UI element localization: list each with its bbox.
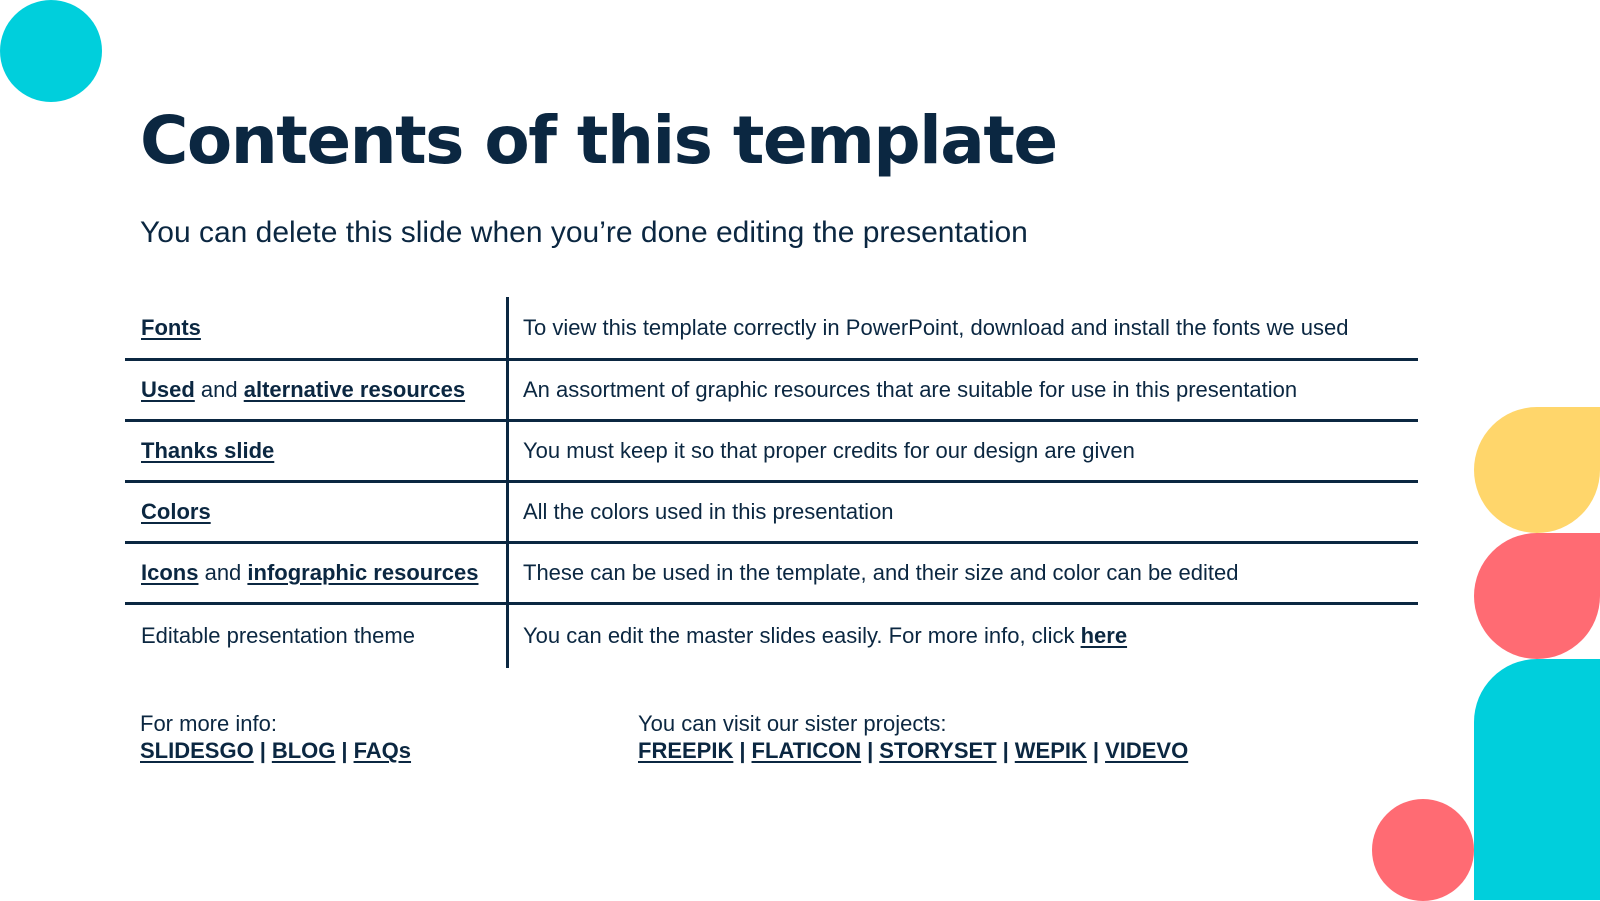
link-videvo[interactable]: VIDEVO [1105, 738, 1189, 763]
table-cell-topic [125, 560, 509, 586]
link-separator: | [259, 738, 266, 763]
cell-text: Editable presentation theme [141, 622, 415, 648]
page-title: Contents of this template [140, 102, 1057, 179]
footer-more-info [140, 710, 411, 764]
link-separator: | [1002, 738, 1009, 763]
footer-more-info-label: For more info: [140, 711, 277, 736]
link-used[interactable]: Used [141, 377, 195, 402]
link-separator: | [867, 738, 874, 763]
footer-sister-projects-links [638, 737, 1188, 764]
link-thanks-slide[interactable]: Thanks slide [141, 438, 275, 463]
table-row [125, 422, 1418, 483]
decorative-shape-cyan [1474, 659, 1600, 900]
table-row [125, 544, 1418, 605]
link-here[interactable]: here [1080, 622, 1128, 648]
decorative-shape-yellow [1474, 407, 1600, 533]
link-separator: | [1092, 738, 1100, 763]
footer-more-info-links [140, 737, 411, 764]
link-freepik[interactable]: FREEPIK [638, 738, 734, 763]
cell-text: and [194, 377, 244, 402]
table-divider [506, 297, 509, 668]
link-icons[interactable]: Icons [141, 560, 199, 585]
cell-text: All the colors used in this presentation [523, 499, 894, 524]
table-row [125, 605, 1418, 666]
link-separator: | [341, 738, 348, 763]
cell-text: You must keep it so that proper credits for our design are given [523, 438, 1135, 463]
table-cell-topic [125, 377, 509, 403]
decorative-circle-cyan [0, 0, 102, 102]
cell-text: You can edit the master slides easily. For more info, click [523, 622, 1081, 648]
table-cell-description [509, 623, 1127, 649]
link-storyset[interactable]: STORYSET [879, 738, 997, 763]
decorative-shape-red [1474, 533, 1600, 659]
page-subtitle: You can delete this slide when you’re done editing the presentation [140, 216, 1028, 249]
table-cell-topic [125, 438, 509, 464]
cell-text: and [198, 560, 248, 585]
table-row [125, 297, 1418, 361]
table-cell-topic [125, 499, 509, 525]
link-flaticon[interactable]: FLATICON [751, 738, 862, 763]
link-blog[interactable]: BLOG [271, 738, 336, 763]
link-separator: | [739, 738, 746, 763]
link-fonts[interactable]: Fonts [141, 314, 201, 340]
link-faqs[interactable]: FAQs [353, 738, 412, 763]
cell-text: An assortment of graphic resources that are suitable for use in this presentation [523, 377, 1298, 402]
table-cell-topic [125, 315, 509, 341]
table-cell-description [509, 499, 894, 525]
table-row [125, 483, 1418, 544]
cell-text: These can be used in the template, and their size and color can be edited [523, 560, 1239, 585]
link-infographic-resources[interactable]: infographic resources [247, 560, 479, 585]
table-cell-topic [125, 623, 509, 649]
link-slidesgo[interactable]: SLIDESGO [140, 738, 254, 763]
footer-sister-projects [638, 710, 1188, 764]
table-cell-description [509, 560, 1238, 586]
table-cell-description [509, 438, 1135, 464]
table-cell-description [509, 315, 1348, 341]
link-alternative-resources[interactable]: alternative resources [243, 377, 466, 402]
contents-table [125, 297, 1418, 666]
link-wepik[interactable]: WEPIK [1014, 738, 1087, 763]
link-colors[interactable]: Colors [141, 499, 211, 524]
table-row [125, 361, 1418, 422]
footer-sister-projects-label: You can visit our sister projects: [638, 711, 947, 736]
cell-text: To view this template correctly in PowerPoint, download and install the fonts we used [523, 314, 1349, 340]
decorative-circle-red [1372, 799, 1474, 901]
table-cell-description [509, 377, 1297, 403]
